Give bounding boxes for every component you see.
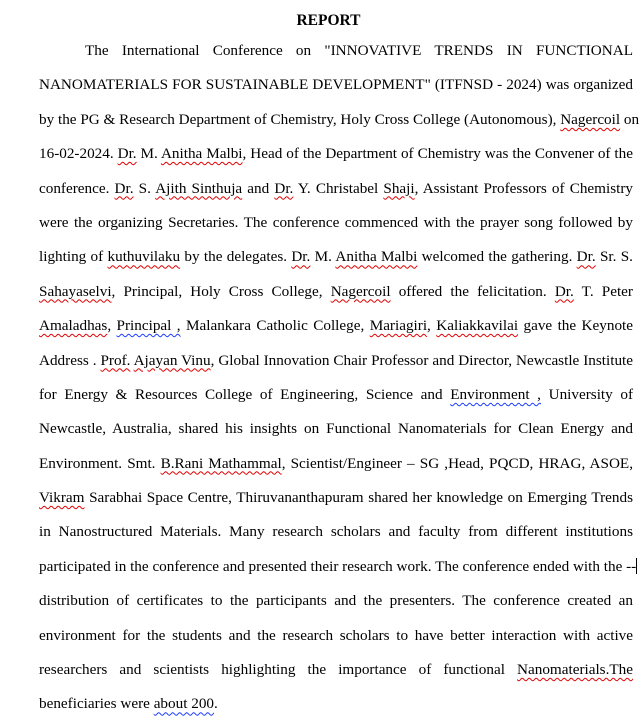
text-run: 16-02-2024. xyxy=(39,145,118,163)
text-run: Newcastle, Australia, shared his insights on Functional Nanomaterials for Clean Energy and xyxy=(39,420,633,438)
text-run: Y. Christabel xyxy=(293,179,384,197)
spelling-error-word[interactable]: B.Rani Mathammal xyxy=(160,454,282,472)
spelling-error-word[interactable]: kuthuvilaku xyxy=(107,248,181,266)
grammar-issue-word[interactable]: about 200 xyxy=(153,695,215,713)
paragraph-line xyxy=(39,691,633,725)
text-run: participated in the conference and presented their research work. The conference ended with the -- xyxy=(39,557,637,575)
text-run: , Assistant Professors of Chemistry xyxy=(414,179,633,197)
text-run: Address . xyxy=(39,351,101,369)
spelling-error-word[interactable]: Nanomaterials.The xyxy=(517,661,633,679)
text-run: in Nanostructured Materials. Many research scholars and faculty from different institutions xyxy=(39,523,633,541)
spelling-error-word[interactable]: Dr. xyxy=(274,179,294,197)
paragraph-line xyxy=(39,623,633,657)
spelling-error-word[interactable]: Anitha Malbi xyxy=(335,248,418,266)
paragraph-line xyxy=(39,141,633,175)
text-run: , xyxy=(427,317,437,335)
paragraph-line xyxy=(39,416,633,450)
text-run: , Principal, Holy Cross College, xyxy=(111,282,331,300)
paragraph-line xyxy=(39,210,633,244)
paragraph-line xyxy=(39,107,640,141)
spelling-error-word[interactable]: Ajith Sinthuja xyxy=(155,179,243,197)
spelling-error-word[interactable]: Amaladhas xyxy=(39,317,108,335)
spelling-error-word[interactable]: Kaliakkavilai xyxy=(436,317,519,335)
text-run: gave the Keynote xyxy=(518,317,633,335)
text-run: Sarabhai Space Centre, Thiruvananthapuram shared her knowledge on Emerging Trends xyxy=(84,489,633,507)
text-run: S. xyxy=(133,179,156,197)
paragraph-line xyxy=(39,485,633,519)
spelling-error-word[interactable]: Sahayaselvi xyxy=(39,282,112,300)
spelling-error-word[interactable]: Prof. xyxy=(100,351,131,369)
spelling-error-word[interactable]: Dr. xyxy=(114,179,134,197)
text-run: Sr. S. xyxy=(595,248,633,266)
spelling-error-word[interactable]: Mariagiri xyxy=(369,317,428,335)
text-run: researchers and scientists highlighting the importance of functional xyxy=(39,661,518,679)
paragraph-line xyxy=(39,279,633,313)
text-run: environment for the students and the research scholars to have better interaction with active xyxy=(39,626,633,644)
text-run: , Scientist/Engineer – SG ,Head, PQCD, HRAG, ASOE, xyxy=(281,454,633,472)
paragraph-line xyxy=(39,72,633,106)
paragraph-line xyxy=(39,588,633,622)
text-run: beneficiaries were xyxy=(39,695,154,713)
paragraph-line xyxy=(39,348,633,382)
paragraph-line xyxy=(39,176,633,210)
spelling-error-word[interactable]: Dr. xyxy=(554,282,574,300)
grammar-issue-word[interactable]: Principal , xyxy=(116,317,181,335)
text-run: by the PG & Research Department of Chemistry, Holy Cross College (Autonomous), xyxy=(39,110,561,128)
report-title: REPORT xyxy=(296,12,361,29)
text-run: , Global Innovation Chair Professor and Director, Newcastle Institute xyxy=(210,351,634,369)
text-run: distribution of certificates to the participants and the presenters. The conference created an xyxy=(39,592,633,610)
spelling-error-word[interactable]: Nagercoil xyxy=(330,282,391,300)
text-run: University of xyxy=(540,385,634,403)
text-run: M. xyxy=(310,248,336,266)
text-cursor xyxy=(636,558,637,574)
text-run: M. xyxy=(136,145,161,163)
paragraph-line xyxy=(39,657,633,691)
report-body[interactable] xyxy=(39,38,640,726)
text-run: Malankara Catholic College, xyxy=(180,317,370,335)
grammar-issue-word[interactable]: Environment , xyxy=(450,385,541,403)
spelling-error-word[interactable]: Nagercoil xyxy=(560,110,621,128)
text-run: on xyxy=(620,110,640,128)
text-run: Environment. Smt. xyxy=(39,454,161,472)
paragraph-line xyxy=(39,451,633,485)
text-run: lighting of xyxy=(39,248,108,266)
text-run: NANOMATERIALS FOR SUSTAINABLE DEVELOPMENT" (ITFNSD - 2024) was organized xyxy=(39,76,633,94)
paragraph-line xyxy=(39,244,633,278)
spelling-error-word[interactable]: Shaji xyxy=(383,179,415,197)
text-run: , Head of the Department of Chemistry was the Convener of the xyxy=(242,145,633,163)
paragraph-line xyxy=(39,382,633,416)
text-run: welcomed the gathering. xyxy=(417,248,577,266)
spelling-error-word[interactable]: Vikram xyxy=(39,489,85,507)
text-run: for Energy & Resources College of Engineering, Science and xyxy=(39,385,451,403)
text-run: T. Peter xyxy=(573,282,633,300)
paragraph-line xyxy=(39,519,633,553)
spelling-error-word[interactable]: Ajayan Vinu xyxy=(133,351,211,369)
text-run: , xyxy=(107,317,117,335)
text-run: and xyxy=(242,179,275,197)
spelling-error-word[interactable]: Dr. xyxy=(117,145,137,163)
text-run: offered the felicitation. xyxy=(390,282,555,300)
text-run: conference. xyxy=(39,179,115,197)
text-run: were the organizing Secretaries. The conference commenced with the prayer song followed by xyxy=(39,213,633,231)
spelling-error-word[interactable]: Anitha Malbi xyxy=(160,145,243,163)
text-run: by the delegates. xyxy=(180,248,292,266)
spelling-error-word[interactable]: Dr. xyxy=(576,248,596,266)
text-run: The International Conference on "INNOVATIVE TRENDS IN FUNCTIONAL xyxy=(85,42,633,59)
paragraph-line xyxy=(39,38,633,72)
paragraph-line xyxy=(39,313,633,347)
text-run: . xyxy=(214,695,218,713)
paragraph-line xyxy=(39,554,637,588)
spelling-error-word[interactable]: Dr. xyxy=(291,248,311,266)
